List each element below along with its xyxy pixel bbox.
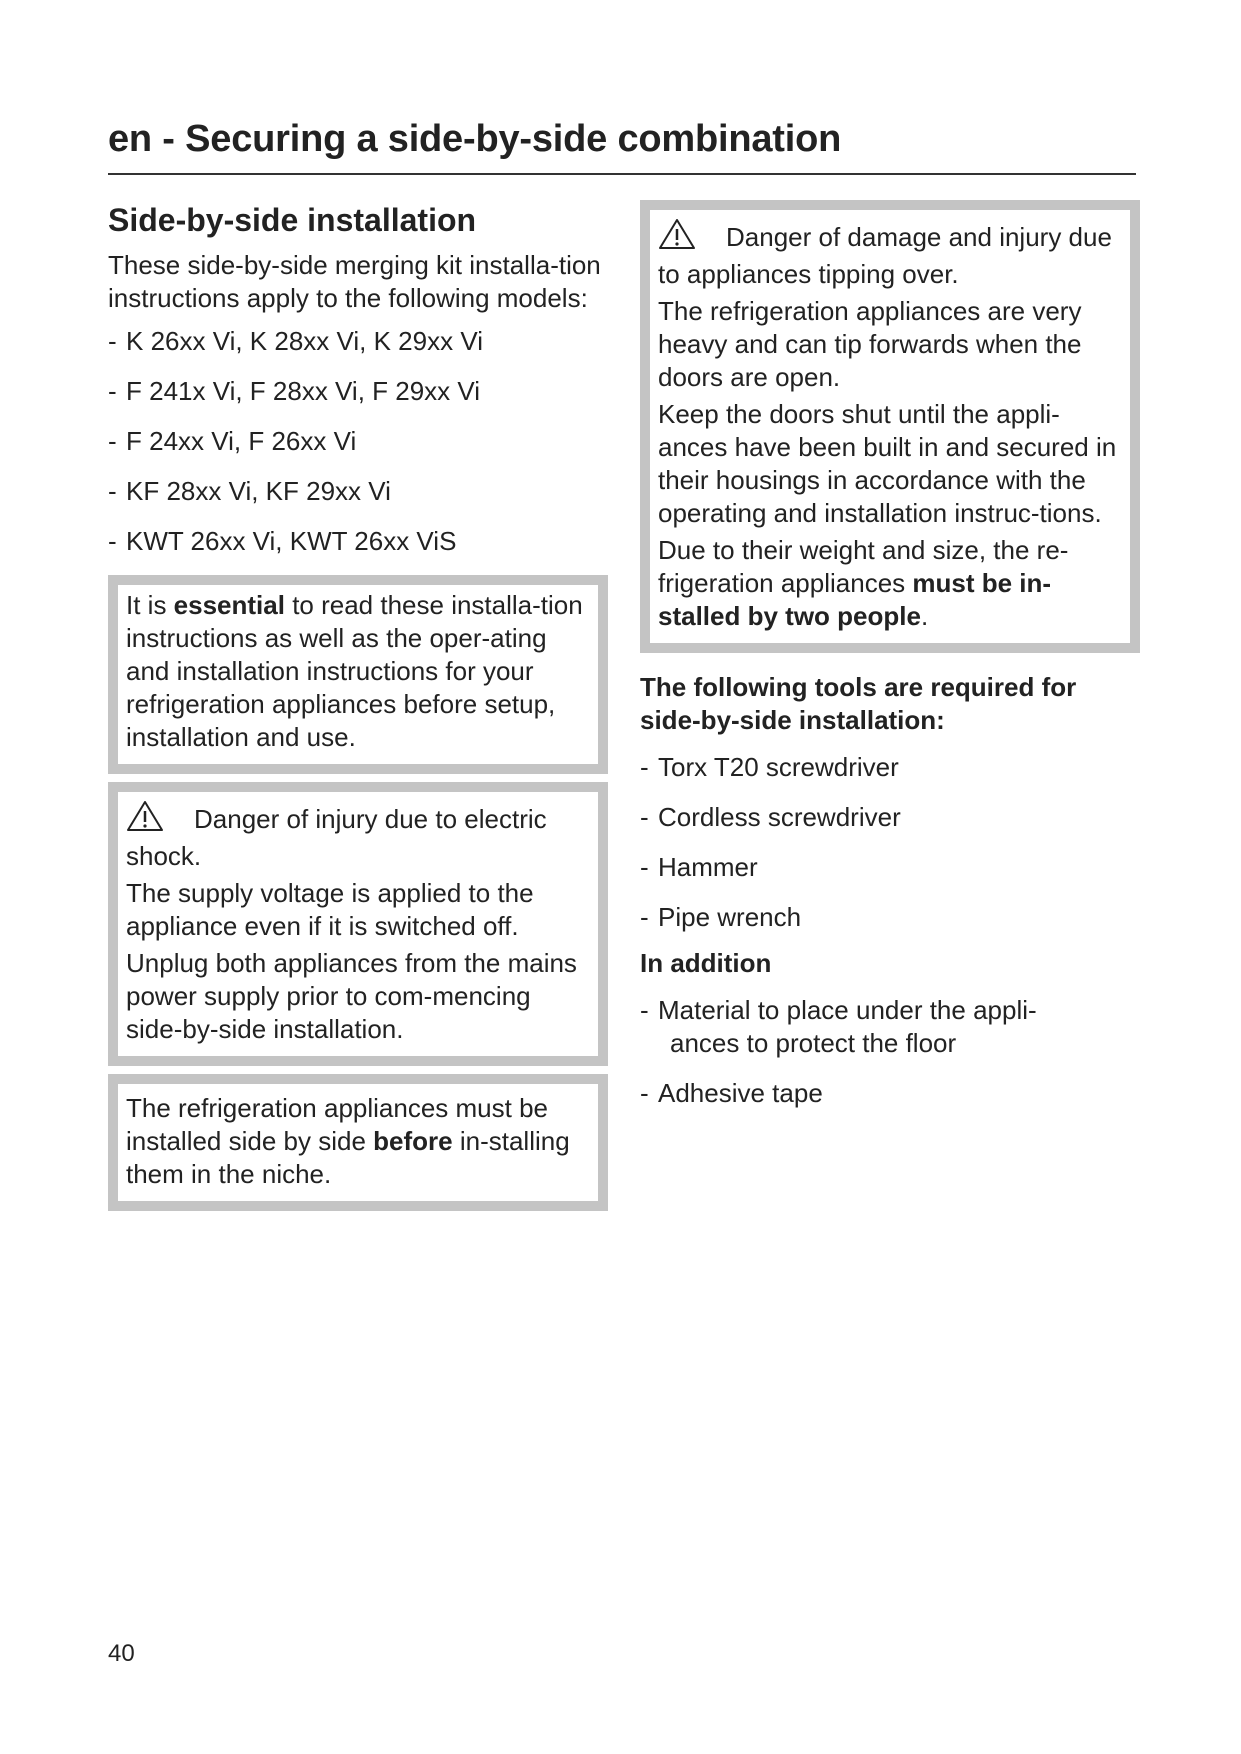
warning-triangle-icon [658, 218, 696, 258]
list-item: - F 24xx Vi, F 26xx Vi [108, 426, 357, 456]
left-column [108, 202, 608, 1211]
tools-heading: The following tools are required for side-by-side installation: [640, 672, 1077, 735]
tool-name: Hammer [658, 852, 758, 882]
list-item: - K 26xx Vi, K 28xx Vi, K 29xx Vi [108, 326, 483, 356]
page-title: en - Securing a side-by-side combination [108, 118, 842, 160]
list-item: - Adhesive tape [640, 1078, 823, 1108]
list-item: - Material to place under the appli- ances to protect the floor [640, 994, 1140, 1060]
list-item: - Cordless screwdriver [640, 802, 901, 832]
electric-warning-heading: Danger of injury due to electric shock. [126, 800, 588, 873]
tool-name: Pipe wrench [658, 902, 802, 932]
tool-name: Cordless screwdriver [658, 802, 901, 832]
before-note-box [108, 1074, 608, 1211]
intro-paragraph: These side-by-side merging kit installa-tion instructions apply to the following models: [108, 250, 601, 313]
electric-warning-box [108, 782, 608, 1066]
list-item: - KWT 26xx Vi, KWT 26xx ViS [108, 526, 457, 556]
before-note-text: The refrigeration appliances must be installed side by side before in-stalling them in the niche. [126, 1093, 570, 1189]
model-list [108, 325, 608, 558]
tipping-warning-heading: Danger of damage and injury due to appliances tipping over. [658, 218, 1120, 291]
tipping-warning-text-2: Keep the doors shut until the appli-ances have been built in and secured in their housings in accordance with the operating and installation instruc-tions. [658, 399, 1117, 528]
right-column [640, 200, 1140, 1127]
tool-name: Torx T20 screwdriver [658, 752, 899, 782]
list-item: - Torx T20 screwdriver [640, 752, 899, 782]
tipping-warning-text-3: Due to their weight and size, the re-frigeration appliances must be in-stalled by two people. [658, 535, 1069, 631]
model-name: F 241x Vi, F 28xx Vi, F 29xx Vi [126, 376, 481, 406]
section-title: Side-by-side installation [108, 202, 477, 238]
tipping-warning-box [640, 200, 1140, 653]
addition-item-line1: Material to place under the appli- [658, 995, 1037, 1025]
list-item: - KF 28xx Vi, KF 29xx Vi [108, 476, 391, 506]
page-header [108, 118, 1136, 175]
tools-list [640, 751, 1140, 934]
list-item: - Pipe wrench [640, 902, 802, 932]
addition-item-line2: ances to protect the floor [670, 1028, 957, 1058]
tipping-warning-text-1: The refrigeration appliances are very heavy and can tip forwards when the doors are open. [658, 296, 1082, 392]
essential-note-text: It is essential to read these installa-tion instructions as well as the oper-ating and installation instructions for your refrigeration appliances before setup, installation and use. [126, 590, 583, 752]
model-name: K 26xx Vi, K 28xx Vi, K 29xx Vi [126, 326, 483, 356]
list-item: - F 241x Vi, F 28xx Vi, F 29xx Vi [108, 376, 481, 406]
addition-heading: In addition [640, 948, 772, 978]
essential-note-box [108, 575, 608, 774]
addition-list [640, 994, 1140, 1110]
addition-item-line1: Adhesive tape [658, 1078, 823, 1108]
model-name: F 24xx Vi, F 26xx Vi [126, 426, 357, 456]
electric-warning-text-2: Unplug both appliances from the mains power supply prior to com-mencing side-by-side installation. [126, 948, 577, 1044]
list-item: - Hammer [640, 852, 758, 882]
model-name: KWT 26xx Vi, KWT 26xx ViS [126, 526, 457, 556]
page-number: 40 [108, 1640, 135, 1667]
electric-warning-text-1: The supply voltage is applied to the appliance even if it is switched off. [126, 878, 534, 941]
model-name: KF 28xx Vi, KF 29xx Vi [126, 476, 391, 506]
warning-triangle-icon [126, 800, 164, 840]
